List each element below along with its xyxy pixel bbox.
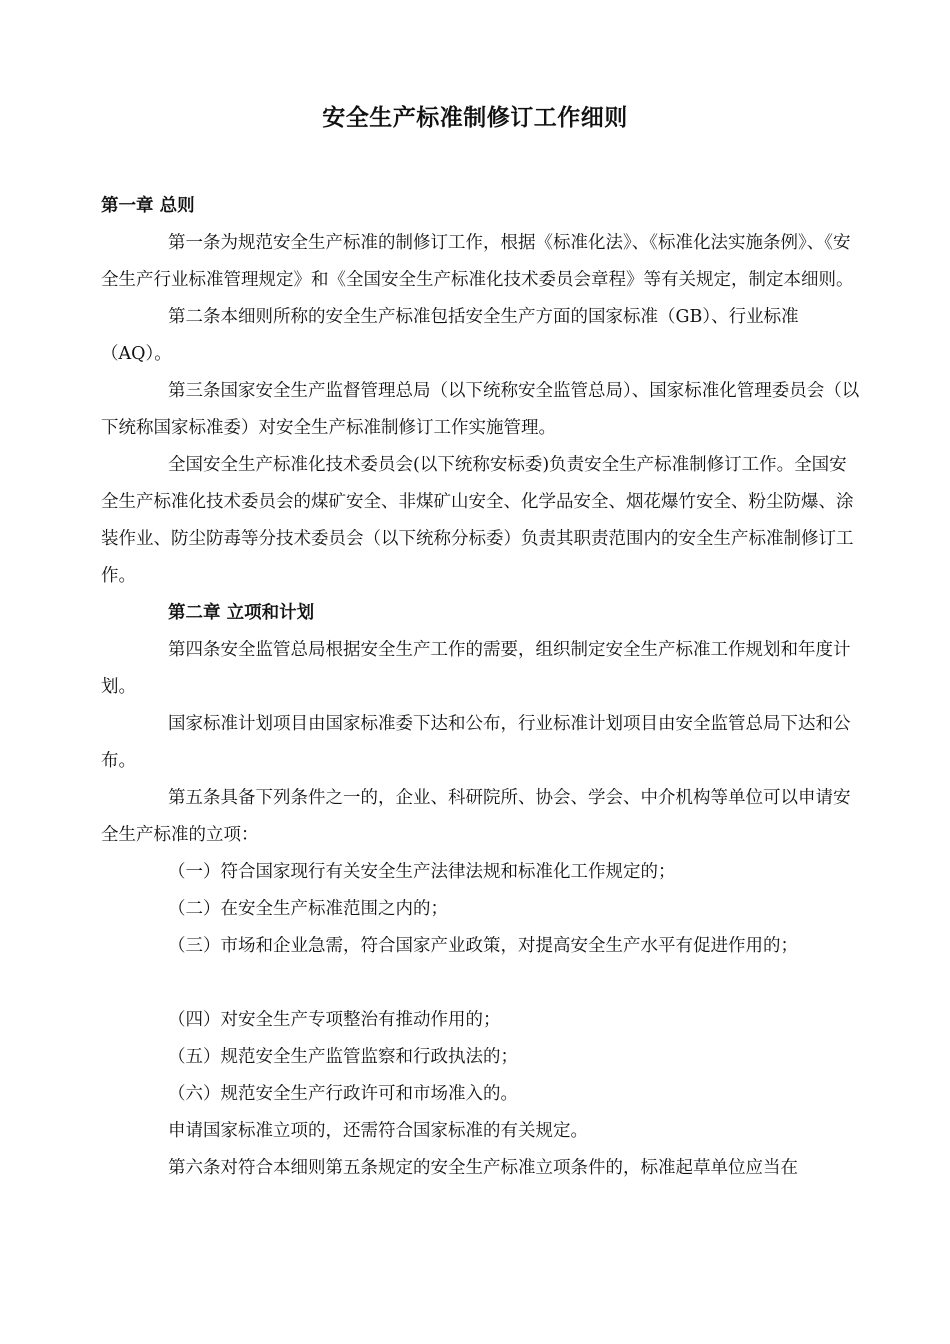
article-4: 第四条安全监管总局根据安全生产工作的需要，组织制定安全生产标准工作规划和年度计划。 [101, 640, 851, 697]
article-2: 第二条本细则所称的安全生产标准包括安全生产方面的国家标准（GB）、行业标准（AQ）。 [101, 307, 799, 364]
article-3-paragraph-2: 全国安全生产标准化技术委员会(以下统称安标委)负责安全生产标准制修订工作。全国安全生产标准化技术委员会的煤矿安全、非煤矿山安全、化学品安全、烟花爆竹安全、粉尘防爆、涂装作业、防尘防毒等分技术委员会（以下统称分标委）负责其职责范围内的安全生产标准制修订工作。 [101, 455, 854, 586]
chapter-2-heading: 第二章 立项和计划 [168, 603, 315, 623]
article-6: 第六条对符合本细则第五条规定的安全生产标准立项条件的，标准起草单位应当在 [168, 1158, 798, 1178]
document-title: 安全生产标准制修订工作细则 [322, 104, 628, 131]
list-item: （三）市场和企业急需，符合国家产业政策，对提高安全生产水平有促进作用的； [168, 936, 798, 956]
list-item: （五）规范安全生产监管监察和行政执法的； [168, 1047, 518, 1067]
list-item: （六）规范安全生产行政许可和市场准入的。 [168, 1084, 518, 1104]
list-item: （四）对安全生产专项整治有推动作用的； [168, 1010, 501, 1030]
article-5-note: 申请国家标准立项的，还需符合国家标准的有关规定。 [168, 1121, 588, 1141]
chapter-1-heading: 第一章 总则 [101, 196, 195, 216]
list-item: （一）符合国家现行有关安全生产法律法规和标准化工作规定的； [168, 862, 676, 882]
document-body [101, 188, 861, 1187]
article-4-paragraph-2: 国家标准计划项目由国家标准委下达和公布，行业标准计划项目由安全监管总局下达和公布。 [101, 714, 851, 771]
article-1: 第一条为规范安全生产标准的制修订工作，根据《标准化法》、《标准化法实施条例》、《安全生产行业标准管理规定》和《全国安全生产标准化技术委员会章程》等有关规定，制定本细则。 [101, 233, 854, 290]
article-5: 第五条具备下列条件之一的，企业、科研院所、协会、学会、中介机构等单位可以申请安全生产标准的立项： [101, 788, 851, 845]
article-3: 第三条国家安全生产监督管理总局（以下统称安全监管总局）、国家标准化管理委员会（以下统称国家标准委）对安全生产标准制修订工作实施管理。 [101, 381, 860, 438]
paragraph-gap [101, 965, 861, 1002]
list-item: （二）在安全生产标准范围之内的； [168, 899, 448, 919]
